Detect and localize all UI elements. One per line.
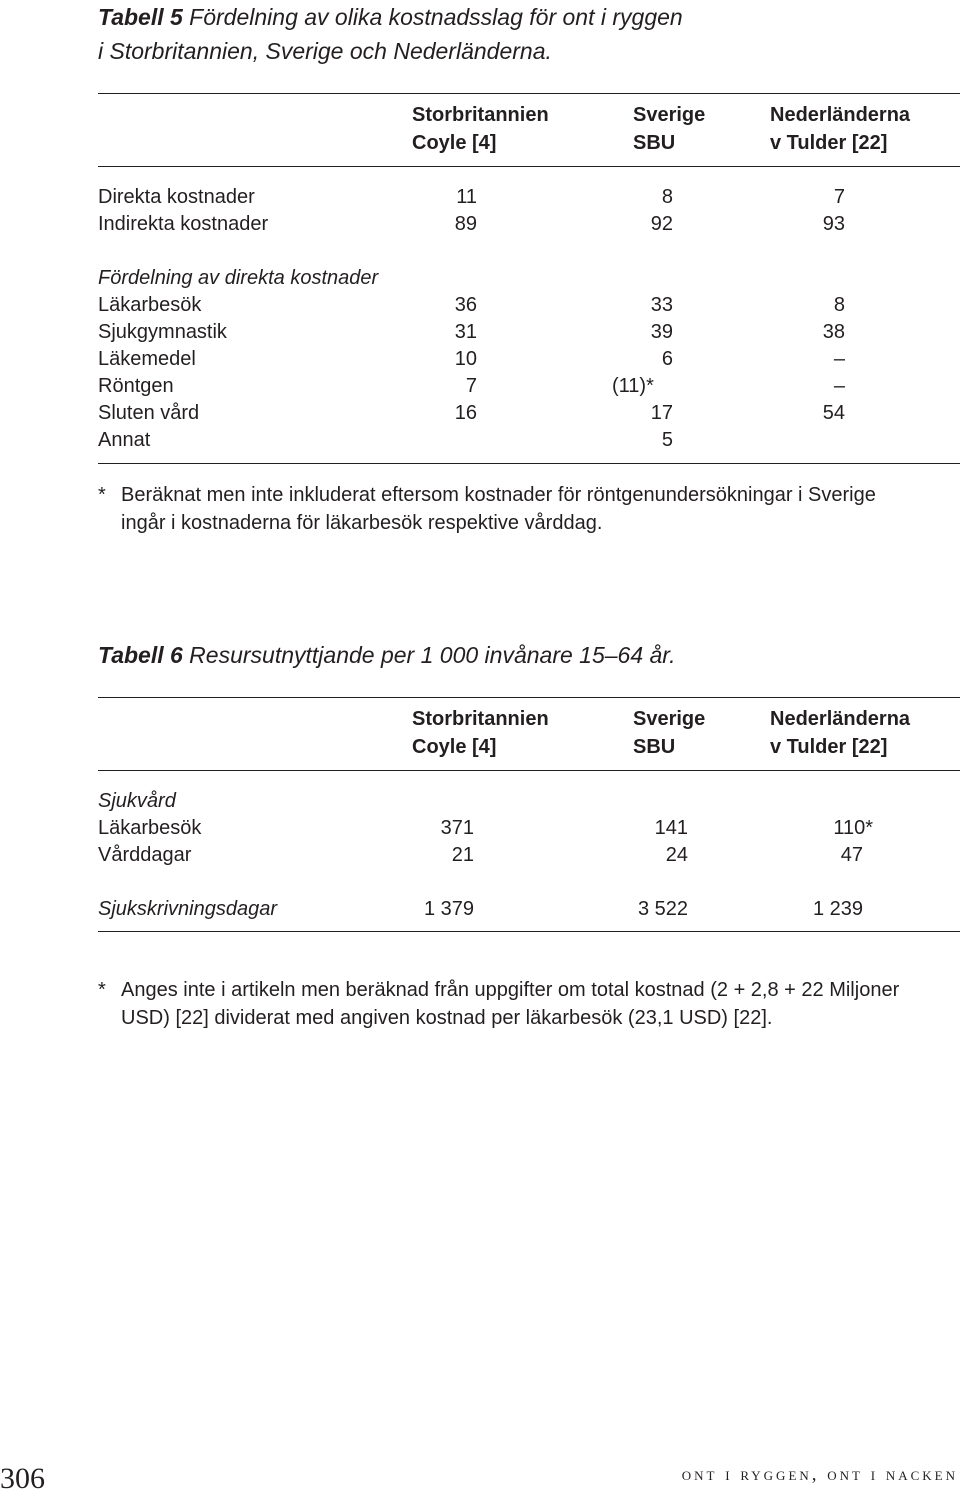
table-cell-uk: 11 — [456, 186, 477, 208]
table-cell-nl: 1 239 — [812, 898, 863, 920]
table-cell-uk: 7 — [465, 375, 477, 397]
table-cell-nl: 8 — [833, 294, 845, 316]
col-header-line1: Nederländerna — [770, 104, 911, 126]
col-header-line1: Storbritannien — [412, 104, 549, 126]
footnote-line: ingår i kostnaderna för läkarbesök respektive vårddag. — [121, 512, 603, 534]
table5-header-rule — [98, 166, 960, 167]
table-section-heading: Sjukvård — [98, 790, 176, 812]
table-row-label: Sjukgymnastik — [98, 321, 227, 343]
table-cell-uk: 36 — [454, 294, 477, 316]
table5-caption — [98, 0, 878, 68]
table-row-label: Sjukskrivningsdagar — [98, 898, 277, 920]
table-cell-se: 141 — [654, 817, 688, 839]
table6-col-header-nl — [770, 705, 910, 761]
table-cell-uk: 1 379 — [423, 898, 474, 920]
table6-caption-text: Resursutnyttjande per 1 000 invånare 15–64 år. — [182, 642, 676, 668]
table-cell-uk: 21 — [451, 844, 474, 866]
table-cell-se: 6 — [661, 348, 673, 370]
table5-caption-text: Fördelning av olika kostnadsslag för ont i ryggen — [182, 4, 683, 30]
table-cell-nl: 47 — [840, 844, 863, 866]
col-header-line1: Sverige — [633, 104, 706, 126]
col-header-line1: Storbritannien — [412, 708, 549, 730]
table6-col-header-se — [633, 705, 705, 761]
table-cell-nl: – — [833, 375, 845, 397]
table-row-label: Läkarbesök — [98, 817, 202, 839]
table-cell-uk: 371 — [440, 817, 474, 839]
table-cell-nl: 110* — [833, 817, 873, 839]
table-row-label: Indirekta kostnader — [98, 213, 269, 235]
table-cell-uk: 31 — [454, 321, 477, 343]
page-number: 306 — [0, 1462, 45, 1495]
table6-caption-label: Tabell 6 — [98, 642, 183, 668]
footnote-line: Beräknat men inte inkluderat eftersom kostnader för röntgenundersökningar i Sverige — [121, 484, 876, 506]
table6-top-rule — [98, 697, 960, 698]
footnote-line: USD) [22] dividerat med angiven kostnad per läkarbesök (23,1 USD) [22]. — [121, 1007, 773, 1029]
table-cell-nl: 38 — [822, 321, 845, 343]
table-row-label: Annat — [98, 429, 151, 451]
col-header-line2: SBU — [633, 132, 676, 154]
table-cell-nl: 54 — [822, 402, 845, 424]
table-cell-se: 8 — [661, 186, 673, 208]
table5-bottom-rule — [98, 463, 960, 464]
table-cell-se: 5 — [661, 429, 673, 451]
table5-caption-label: Tabell 5 — [98, 4, 183, 30]
table-cell-se: 3 522 — [637, 898, 688, 920]
col-header-line2: v Tulder [22] — [770, 736, 888, 758]
table5-col-header-se — [633, 101, 705, 157]
table6-caption — [98, 638, 878, 672]
table-cell-nl: 7 — [833, 186, 845, 208]
table5-top-rule — [98, 93, 960, 94]
col-header-line2: Coyle [4] — [412, 132, 497, 154]
table-row-label: Röntgen — [98, 375, 174, 397]
table6-col-header-uk — [412, 705, 549, 761]
col-header-line1: Nederländerna — [770, 708, 911, 730]
table-section-heading: Fördelning av direkta kostnader — [98, 267, 379, 289]
table-row-label: Direkta kostnader — [98, 186, 255, 208]
table6-footnote-mark: * — [98, 979, 106, 1001]
table5-caption-text-line2: i Storbritannien, Sverige och Nederländerna. — [98, 38, 552, 64]
running-head: ont i ryggen, ont i nacken — [681, 1464, 958, 1485]
col-header-line1: Sverige — [633, 708, 706, 730]
table-cell-nl: 93 — [822, 213, 845, 235]
table-row-label: Sluten vård — [98, 402, 200, 424]
col-header-line2: SBU — [633, 736, 676, 758]
table-cell-se: 92 — [650, 213, 673, 235]
table-row-label: Läkarbesök — [98, 294, 202, 316]
footnote-line: Anges inte i artikeln men beräknad från uppgifter om total kostnad (2 + 2,8 + 22 Miljoner — [121, 979, 900, 1001]
table-cell-uk: 16 — [454, 402, 477, 424]
table-cell-uk: 89 — [454, 213, 477, 235]
col-header-line2: v Tulder [22] — [770, 132, 888, 154]
table-cell-se: 39 — [650, 321, 673, 343]
table-cell-se: 17 — [650, 402, 673, 424]
table-cell-se: 33 — [650, 294, 673, 316]
table5-footnote-mark: * — [98, 484, 106, 506]
table5-col-header-nl — [770, 101, 910, 157]
table6-header-rule — [98, 770, 960, 771]
table-row-label: Vårddagar — [98, 844, 192, 866]
table6-footnote — [121, 976, 957, 1032]
table-cell-se: (11)* — [612, 375, 654, 397]
table6-bottom-rule — [98, 931, 960, 932]
table5-footnote — [121, 481, 951, 537]
table-cell-nl: – — [833, 348, 845, 370]
table-cell-uk: 10 — [454, 348, 477, 370]
table-row-label: Läkemedel — [98, 348, 196, 370]
table5-col-header-uk — [412, 101, 549, 157]
table-cell-se: 24 — [665, 844, 688, 866]
col-header-line2: Coyle [4] — [412, 736, 497, 758]
